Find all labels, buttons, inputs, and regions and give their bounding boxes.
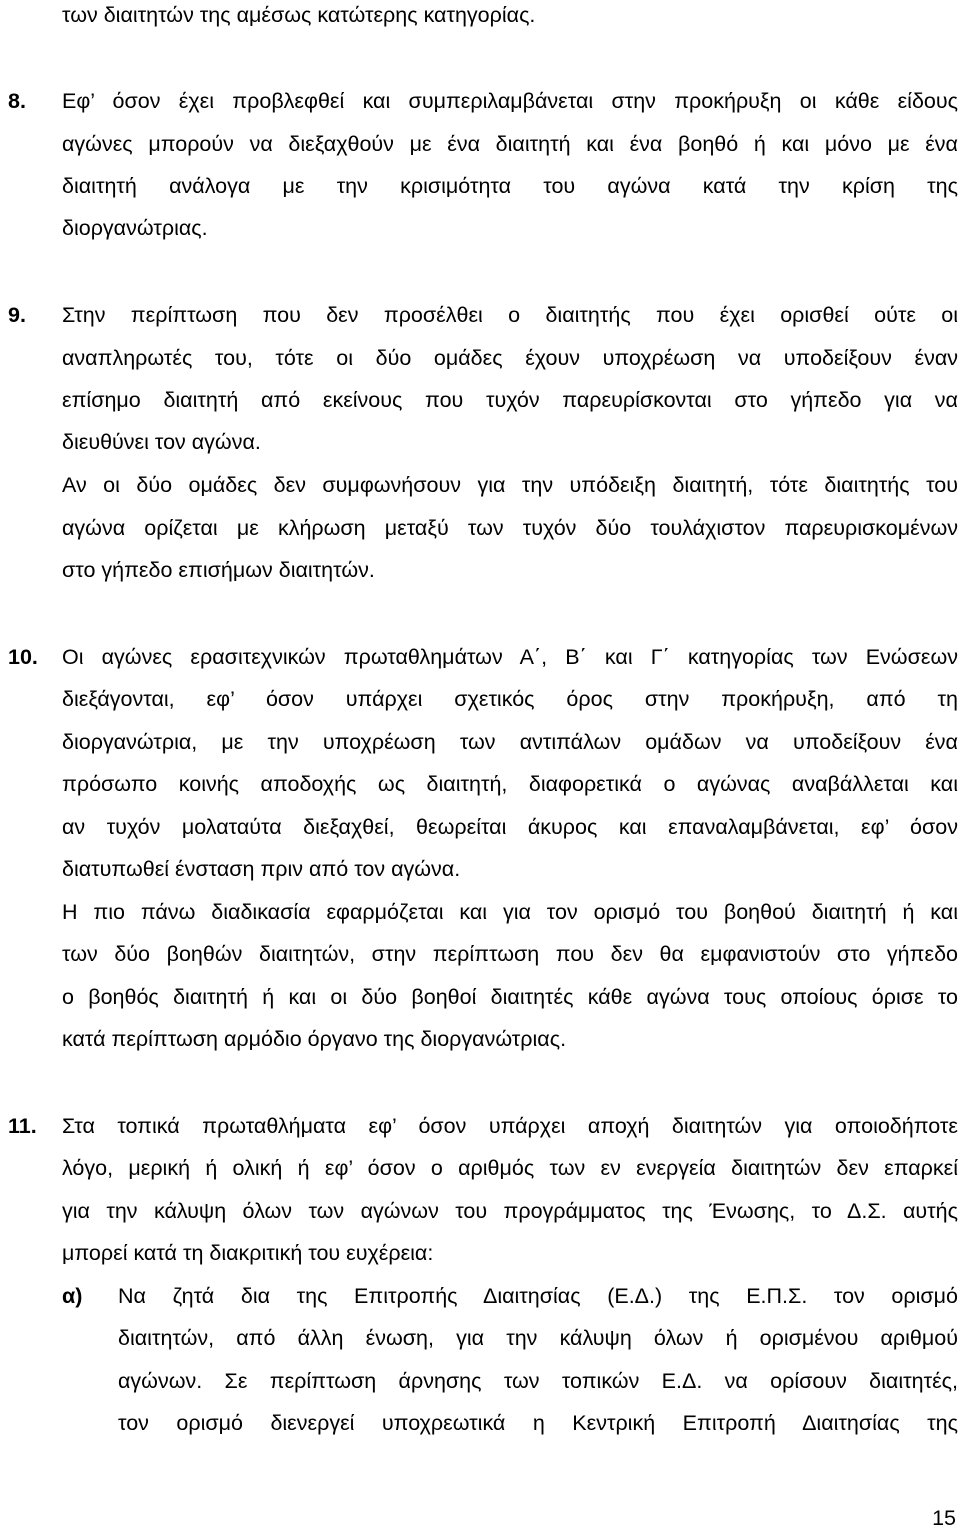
item-10-line-5: αν τυχόν μολαταύτα διεξαχθεί, θεωρείται άκυρος και επαναλαμβάνεται, εφ’ όσον <box>62 815 958 839</box>
item-10-line-6: διατυπωθεί ένσταση πριν από τον αγώνα. <box>62 857 461 881</box>
item-11-sub-a-label: α) <box>62 1284 83 1308</box>
item-10-line-8: των δύο βοηθών διαιτητών, στην περίπτωση που δεν θα εμφανιστούν στο γήπεδο <box>62 942 958 966</box>
page-number: 15 <box>932 1506 956 1530</box>
item-8-line-2: αγώνες μπορούν να διεξαχθούν με ένα διαιτητή και ένα βοηθό ή και μόνο με ένα <box>62 132 958 156</box>
item-11-sub-a-line-3: αγώνων. Σε περίπτωση άρνησης των τοπικών Ε.Δ. να ορίσουν διαιτητές, <box>118 1369 958 1393</box>
item-11-sub-a-line-2: διαιτητών, από άλλη ένωση, για την κάλυψη όλων ή ορισμένου αριθμού <box>118 1326 958 1350</box>
item-8-line-4: διοργανώτριας. <box>62 216 208 240</box>
item-10-line-7: Η πιο πάνω διαδικασία εφαρμόζεται και για τον ορισμό του βοηθού διαιτητή ή και <box>62 900 958 924</box>
item-9-line-4: διευθύνει τον αγώνα. <box>62 430 261 454</box>
item-9-line-7: στο γήπεδο επισήμων διαιτητών. <box>62 558 375 582</box>
item-11-number: 11. <box>8 1114 37 1138</box>
item-11-line-3: για την κάλυψη όλων των αγώνων του προγράμματος της Ένωσης, το Δ.Σ. αυτής <box>62 1199 958 1223</box>
item-11-sub-a-line-4: τον ορισμό διενεργεί υποχρεωτικά η Κεντρική Επιτροπή Διαιτησίας της <box>118 1411 958 1435</box>
item-10-number: 10. <box>8 645 38 669</box>
item-11-line-2: λόγο, μερική ή ολική ή εφ’ όσον ο αριθμός των εν ενεργεία διαιτητών δεν επαρκεί <box>62 1156 958 1180</box>
item-10-line-9: ο βοηθός διαιτητή ή και οι δύο βοηθοί διαιτητές κάθε αγώνα τους οποίους όρισε το <box>62 985 958 1009</box>
item-9-line-2: αναπληρωτές του, τότε οι δύο ομάδες έχουν υποχρέωση να υποδείξουν έναν <box>62 346 958 370</box>
item-8-line-3: διαιτητή ανάλογα με την κρισιμότητα του αγώνα κατά την κρίση της <box>62 174 958 198</box>
item-10-line-2: διεξάγονται, εφ’ όσον υπάρχει σχετικός όρος στην προκήρυξη, από τη <box>62 687 958 711</box>
intro-line: των διαιτητών της αμέσως κατώτερης κατηγορίας. <box>62 3 536 27</box>
item-10-line-3: διοργανώτρια, με την υποχρέωση των αντιπάλων ομάδων να υποδείξουν ένα <box>62 730 958 754</box>
item-8-number: 8. <box>8 89 26 113</box>
item-11-sub-a-line-1: Να ζητά δια της Επιτροπής Διαιτησίας (Ε.Δ.) της Ε.Π.Σ. τον ορισμό <box>118 1284 958 1308</box>
item-11-line-1: Στα τοπικά πρωταθλήματα εφ’ όσον υπάρχει αποχή διαιτητών για οποιοδήποτε <box>62 1114 958 1138</box>
item-9-number: 9. <box>8 303 26 327</box>
item-10-line-10: κατά περίπτωση αρμόδιο όργανο της διοργανώτριας. <box>62 1027 567 1051</box>
item-10-line-4: πρόσωπο κοινής αποδοχής ως διαιτητή, διαφορετικά ο αγώνας αναβάλλεται και <box>62 772 958 796</box>
item-9-line-5: Αν οι δύο ομάδες δεν συμφωνήσουν για την υπόδειξη διαιτητή, τότε διαιτητής του <box>62 473 958 497</box>
item-9-line-1: Στην περίπτωση που δεν προσέλθει ο διαιτητής που έχει ορισθεί ούτε οι <box>62 303 958 327</box>
item-9-line-6: αγώνα ορίζεται με κλήρωση μεταξύ των τυχόν δύο τουλάχιστον παρευρισκομένων <box>62 516 958 540</box>
item-11-line-4: μπορεί κατά τη διακριτική του ευχέρεια: <box>62 1241 434 1265</box>
item-10-line-1: Οι αγώνες ερασιτεχνικών πρωταθλημάτων Α΄, Β΄ και Γ΄ κατηγορίας των Ενώσεων <box>62 645 958 669</box>
item-9-line-3: επίσημο διαιτητή από εκείνους που τυχόν παρευρίσκονται στο γήπεδο για να <box>62 388 958 412</box>
item-8-line-1: Εφ’ όσον έχει προβλεφθεί και συμπεριλαμβάνεται στην προκήρυξη οι κάθε είδους <box>62 89 958 113</box>
